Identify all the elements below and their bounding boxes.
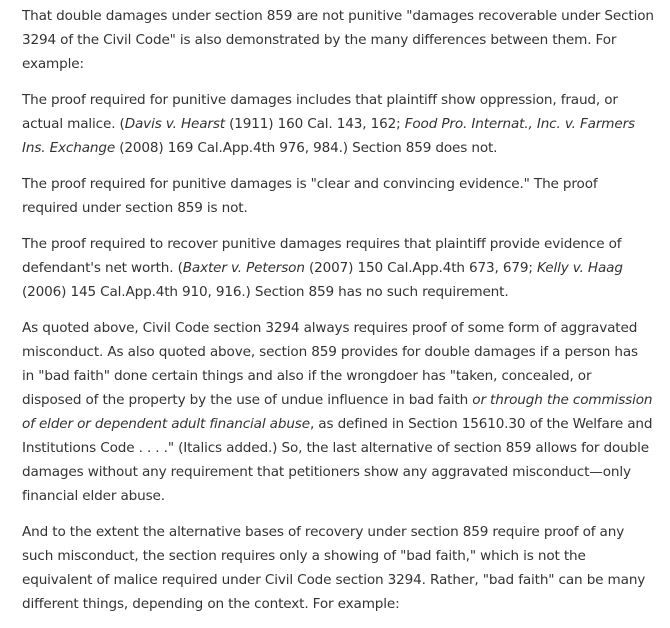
case-citation: Baxter v. Peterson: [182, 260, 305, 276]
paragraph: [22, 172, 654, 220]
case-citation: Davis v. Hearst: [124, 116, 225, 132]
text-run: And to the extent the alternative bases of recovery under section 859 require proof of any such misconduct, the section requires only a showing of "bad faith," which is not the equivalent of malice required under Civil Code section 3294. Rather, "bad faith" can be many different things, depending on the context. For example:: [22, 524, 646, 612]
text-run: (2007) 150 Cal.App.4th 673, 679;: [304, 260, 537, 276]
paragraph: [22, 316, 654, 508]
italic-emphasis: or through the commission of elder or dependent adult financial abuse: [22, 392, 653, 432]
text-run: , as defined in Section 15610.30 of the Welfare and Institutions Code . . . ." (Italics added.) So, the last alternative of section 859 allows for double damages without any requirement that petitioners show any aggravated misconduct—only financial elder abuse.: [22, 416, 653, 504]
text-run: (2008) 169 Cal.App.4th 976, 984.) Section 859 does not.: [115, 140, 498, 156]
paragraph: [22, 232, 654, 304]
text-run: As quoted above, Civil Code section 3294 always requires proof of some form of aggravated misconduct. As also quoted above, section 859 provides for double damages if a person has in "bad faith" done certain things and also if the wrongdoer has "taken, concealed, or disposed of the property by the use of undue influence in bad faith: [22, 320, 638, 408]
case-citation: Kelly v. Haag: [536, 260, 623, 276]
paragraph: [22, 88, 654, 160]
text-run: The proof required for punitive damages includes that plaintiff show oppression, fraud, or actual malice. (: [22, 92, 618, 132]
text-run: That double damages under section 859 are not punitive "damages recoverable under Section 3294 of the Civil Code" is also demonstrated by the many differences between them. For example:: [22, 8, 654, 72]
case-citation: Food Pro. Internat., Inc. v. Farmers Ins. Exchange: [22, 116, 635, 156]
paragraph: [22, 4, 654, 76]
text-run: The proof required for punitive damages is "clear and convincing evidence." The proof required under section 859 is not.: [22, 176, 598, 216]
text-run: The proof required to recover punitive damages requires that plaintiff provide evidence of defendant's net worth. (: [22, 236, 622, 276]
paragraph: [22, 520, 654, 616]
text-run: (2006) 145 Cal.App.4th 910, 916.) Section 859 has no such requirement.: [22, 284, 509, 300]
document-body: [22, 4, 654, 628]
text-run: (1911) 160 Cal. 143, 162;: [224, 116, 405, 132]
